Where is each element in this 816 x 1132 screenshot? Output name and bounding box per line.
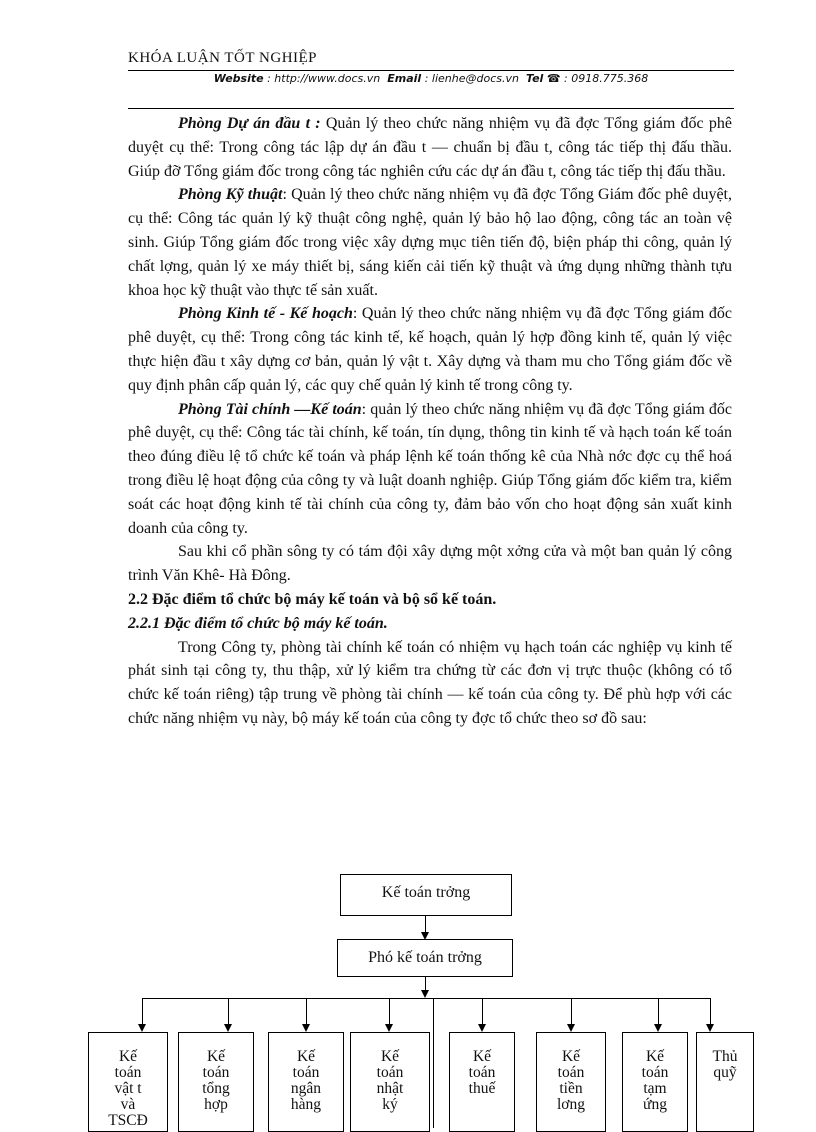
website-url[interactable]: : http://www.docs.vn xyxy=(267,72,381,85)
chief-accountant-box: Kế toán trởng xyxy=(340,874,512,916)
staff-8-line2: quỹ xyxy=(713,1064,737,1081)
connector-staff-4 xyxy=(389,998,390,1024)
staff-1-line4: và xyxy=(120,1096,136,1113)
paragraph-finance-dept xyxy=(128,398,732,541)
staff-5-line2: toán xyxy=(468,1064,496,1081)
connector-horizontal-bus xyxy=(142,998,710,999)
connector-staff-2 xyxy=(228,998,229,1024)
connector-staff-7 xyxy=(658,998,659,1024)
connector-staff-8 xyxy=(710,998,711,1024)
connector-staff-5 xyxy=(482,998,483,1024)
staff-1-line2: toán xyxy=(114,1064,142,1081)
staff-3-line1: Kế xyxy=(296,1048,316,1065)
staff-5-line3: thuế xyxy=(468,1080,496,1097)
staff-5-line1: Kế xyxy=(472,1048,492,1065)
email-value[interactable]: : lienhe@docs.vn xyxy=(424,72,519,85)
staff-box-bank xyxy=(268,1032,344,1132)
staff-3-line2: toán xyxy=(292,1064,320,1081)
arrow-staff-6 xyxy=(567,1024,575,1032)
connector-staff-3 xyxy=(306,998,307,1024)
header-contact-line xyxy=(128,70,734,85)
staff-1-line3: vật t xyxy=(114,1080,142,1097)
arrow-to-deputy xyxy=(421,932,429,940)
deputy-chief-accountant-box: Phó kế toán trởng xyxy=(337,939,513,977)
arrow-staff-8 xyxy=(706,1024,714,1032)
staff-box-cashier xyxy=(696,1032,754,1132)
term-planning-dept: Phòng Kinh tế - Kế hoạch xyxy=(178,305,353,323)
website-label: Website xyxy=(213,72,264,85)
staff-1-line5: TSCĐ xyxy=(108,1112,148,1129)
header-divider xyxy=(128,108,734,109)
staff-4-line3: nhật xyxy=(376,1080,404,1097)
paragraph-project-dept xyxy=(128,112,732,183)
staff-box-general xyxy=(178,1032,254,1132)
paragraph-planning-dept xyxy=(128,302,732,397)
document-body xyxy=(128,112,732,731)
staff-2-line3: tổng xyxy=(202,1080,230,1097)
staff-1-line1: Kế xyxy=(118,1048,138,1065)
paragraph-technical-dept-text: : Quản lý theo chức năng nhiệm vụ đã đợc Tổng Giám đốc phê duyệt, cụ thể: Công tác quản lý kỹ thuật công nghệ, quản lý bảo hộ lao động, công tác an toàn vệ sinh. Giúp Tổng giám đốc trong việc xây dựng mục tiên tiến độ, biện pháp thi công, quản lý chất lợng, quản lý xe máy thiết bị, sáng kiến cải tiến kỹ thuật và ứng dụng những thành tựu khoa học kỹ thuật vào thực tế sản xuất. xyxy=(128,186,732,299)
connector-staff-6 xyxy=(571,998,572,1024)
tel-label: Tel xyxy=(525,72,544,85)
paragraph-accounting-structure: Trong Công ty, phòng tài chính kế toán có nhiệm vụ hạch toán các nghiệp vụ kinh tế phát sinh tại công ty, thu thập, xử lý kiểm tra chứng từ các đơn vị trực thuộc (không có tổ chức kế toán riêng) tập trung về phòng tài chính — kế toán của công ty. Để phù hợp với các chức năng nhiệm vụ này, bộ máy kế toán của công ty đợc tổ chức theo sơ đồ sau: xyxy=(128,638,732,727)
term-project-dept: Phòng Dự án đầu t : xyxy=(178,115,321,132)
connector-staff-1 xyxy=(142,998,143,1024)
arrow-staff-5 xyxy=(478,1024,486,1032)
staff-box-materials-assets xyxy=(88,1032,168,1132)
staff-7-line4: ứng xyxy=(643,1096,667,1113)
term-finance-dept: Phòng Tài chính —Kế toán xyxy=(178,400,362,418)
paragraph-finance-dept-text: : quản lý theo chức năng nhiệm vụ đã đợc Tổng giám đốc phê duyệt, cụ thể: Công tác tài chính, kế toán, tín dụng, thông tin kinh tế và hạch toán kế toán theo đúng điều lệ tổ chức kế toán và pháp lệnh kế toán thống kê của Nhà nớc đợc cụ thể hoá trong điều lệ hoạt động của công ty và luật doanh nghiệp. Giúp Tổng giám đốc kiểm tra, kiểm soát các hoạt động kinh tế tài chính của công ty, đảm bảo vốn cho hoạt động sản xuất kinh doanh của công ty. xyxy=(128,400,732,537)
term-technical-dept: Phòng Kỹ thuật xyxy=(178,186,283,204)
tel-value: : 0918.775.368 xyxy=(564,72,649,85)
paragraph-after-equitization: Sau khi cổ phần sông ty có tám đội xây dựng một xởng cửa và một ban quản lý công trình Văn Khê- Hà Đông. xyxy=(128,543,732,585)
staff-4-line2: toán xyxy=(376,1064,404,1081)
staff-6-line2: toán xyxy=(557,1064,585,1081)
staff-6-line3: tiền xyxy=(559,1080,583,1097)
paragraph-planning-dept-text: : Quản lý theo chức năng nhiệm vụ đã đợc Tổng giám đốc phê duyệt, cụ thể: Trong công tác kinh tế, kế hoạch, quản lý hợp đồng kinh tế, quản lý việc thực hiện đầu t xây dựng cơ bản, quản lý vật t. Xây dựng và tham mu cho Tổng giám đốc về quy định phân cấp quản lý, các quy chế quản lý kinh tế trong công ty. xyxy=(128,305,732,394)
staff-3-line4: hàng xyxy=(290,1096,322,1113)
document-header-title: KHÓA LUẬN TỐT NGHIỆP xyxy=(128,50,318,66)
staff-box-payroll xyxy=(536,1032,606,1132)
staff-3-line3: ngân xyxy=(290,1080,322,1097)
email-label: Email xyxy=(387,72,422,85)
arrow-staff-4 xyxy=(385,1024,393,1032)
phone-icon: ☎ xyxy=(546,72,561,85)
arrow-staff-1 xyxy=(138,1024,146,1032)
section-heading-2-2-1: 2.2.1 Đặc điểm tổ chức bộ máy kế toán. xyxy=(128,614,388,632)
paragraph-technical-dept xyxy=(128,183,732,302)
staff-2-line4: hợp xyxy=(204,1096,228,1113)
arrow-to-bus xyxy=(421,990,429,998)
connector-chief-deputy xyxy=(425,916,426,933)
staff-box-tax xyxy=(449,1032,515,1132)
staff-2-line2: toán xyxy=(202,1064,230,1081)
connector-center-trunk xyxy=(433,998,434,1128)
staff-2-line1: Kế xyxy=(206,1048,226,1065)
paragraph-project-dept-text: Quản lý theo chức năng nhiệm vụ đã đợc Tổng giám đốc phê duyệt cụ thể: Trong công tác lập dự án đầu t — chuẩn bị đầu t, công tác tiếp thị đấu thầu. Giúp đỡ Tổng giám đốc trong công tác nghiên cứu các dự án đầu t, công tác tiếp thị đấu thầu. xyxy=(128,115,733,180)
staff-7-line3: tạm xyxy=(643,1080,667,1097)
arrow-staff-3 xyxy=(302,1024,310,1032)
connector-deputy-bus xyxy=(425,977,426,996)
staff-4-line4: ký xyxy=(382,1096,398,1113)
arrow-staff-2 xyxy=(224,1024,232,1032)
staff-4-line1: Kế xyxy=(380,1048,400,1065)
staff-7-line2: toán xyxy=(641,1064,669,1081)
staff-box-journal xyxy=(350,1032,430,1132)
arrow-staff-7 xyxy=(654,1024,662,1032)
staff-box-advances xyxy=(622,1032,688,1132)
staff-6-line1: Kế xyxy=(561,1048,581,1065)
section-heading-2-2: 2.2 Đặc điểm tổ chức bộ máy kế toán và bộ sổ kế toán. xyxy=(128,590,497,608)
staff-8-line1: Thủ xyxy=(712,1048,738,1065)
staff-6-line4: lơng xyxy=(556,1096,585,1113)
staff-7-line1: Kế xyxy=(645,1048,665,1065)
